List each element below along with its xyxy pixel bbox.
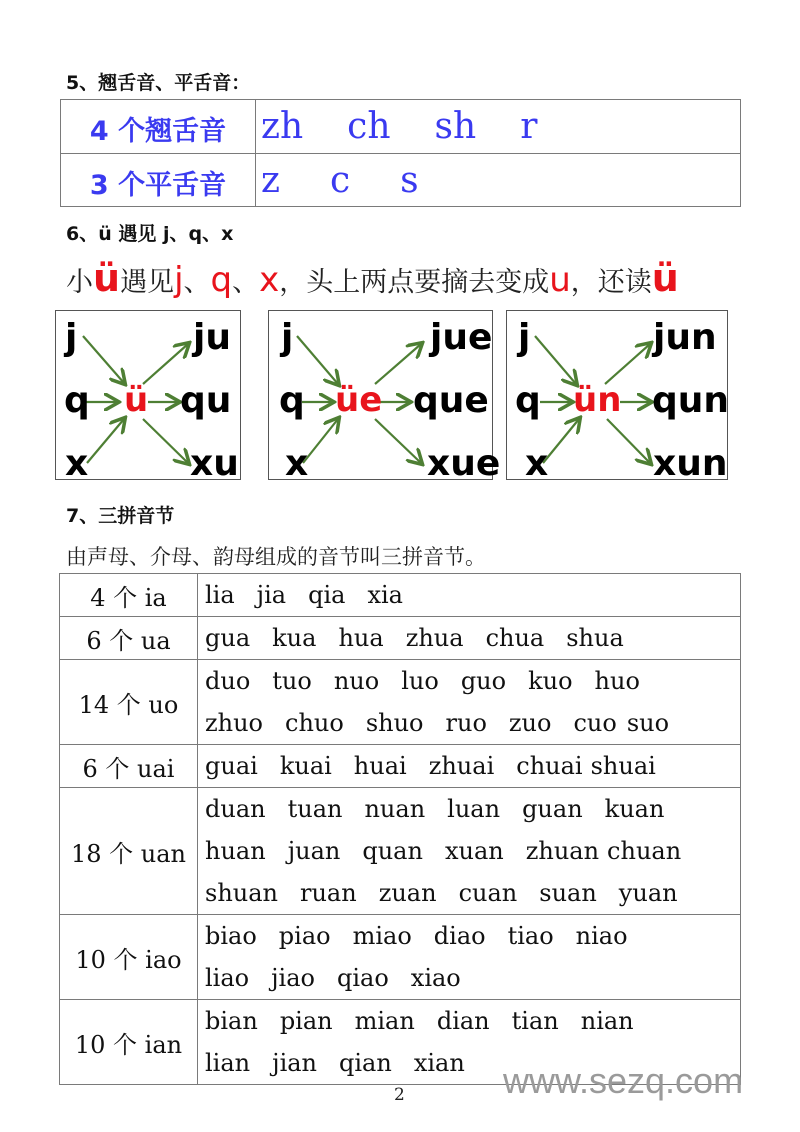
result-jun: jun — [653, 317, 717, 358]
syllable: piao — [278, 922, 331, 950]
page-number: 2 — [394, 1085, 405, 1105]
syllable-line — [205, 617, 740, 659]
initial-x: x — [65, 443, 89, 484]
rhyme-u-umlaut: ü — [93, 256, 121, 300]
syllable: gua — [205, 624, 251, 652]
syllable: tiao — [507, 922, 554, 950]
syllable: chuan — [607, 837, 682, 865]
row-values — [198, 574, 741, 617]
syllable: nian — [580, 1007, 634, 1035]
table-row — [60, 617, 741, 660]
initial-j: j — [281, 317, 294, 358]
table-row — [60, 745, 741, 788]
syllable: chua — [485, 624, 545, 652]
syllable: liao — [205, 964, 250, 992]
syllable-line — [205, 745, 740, 787]
syllable: cuan — [458, 879, 518, 907]
table-row — [60, 574, 741, 617]
syllable-line — [205, 702, 740, 744]
triple-syllable-table — [59, 573, 741, 1085]
row-values — [198, 788, 741, 915]
rhyme-u: u — [549, 260, 571, 300]
row-values — [256, 100, 740, 153]
table-row — [60, 915, 741, 1000]
syllable-line — [205, 660, 740, 702]
initial-q: q — [515, 380, 541, 421]
syllable: tuan — [287, 795, 343, 823]
result-xun: xun — [653, 443, 728, 484]
syllable: biao — [205, 922, 257, 950]
diagram-ue — [268, 310, 501, 484]
syllable: kuan — [604, 795, 665, 823]
watermark: www.sezq.com — [503, 1060, 744, 1101]
syllable: zuan — [378, 879, 437, 907]
sound: r — [520, 106, 538, 147]
syllable: tian — [511, 1007, 559, 1035]
result-que: que — [413, 380, 489, 421]
rhyme-u-umlaut: ü — [651, 256, 679, 300]
syllable: duan — [205, 795, 266, 823]
syllable: luan — [447, 795, 501, 823]
syllable: niao — [575, 922, 628, 950]
syllable: shuan — [205, 879, 278, 907]
syllable: diao — [433, 922, 486, 950]
syllable-line — [205, 830, 740, 872]
result-xu: xu — [190, 443, 239, 484]
syllable: kua — [272, 624, 317, 652]
sound: ch — [347, 106, 391, 147]
initial-x: x — [285, 443, 309, 484]
rhyme-j: j — [174, 260, 184, 300]
row-label: 6 个 ua — [60, 617, 198, 660]
syllable: suan — [539, 879, 597, 907]
sound: sh — [434, 106, 477, 147]
rhyme-text: 小 — [66, 267, 93, 298]
syllable: dian — [436, 1007, 490, 1035]
rhyme-sep: 、 — [232, 267, 260, 298]
sound: s — [400, 160, 419, 201]
result-qun: qun — [652, 380, 730, 421]
syllable: guai — [205, 752, 258, 780]
syllable: luo — [401, 667, 439, 695]
rhyme-line — [66, 253, 679, 308]
syllable: lia — [205, 581, 235, 609]
syllable: zhua — [405, 624, 464, 652]
initial-q: q — [279, 380, 305, 421]
syllable: xuan — [444, 837, 504, 865]
row-values — [198, 745, 741, 788]
rhyme-x: x — [259, 260, 280, 300]
syllable: huai — [353, 752, 407, 780]
syllable-line — [205, 872, 740, 914]
syllable: guo — [460, 667, 507, 695]
syllable: zhuo — [205, 709, 264, 737]
row-label: 14 个 uo — [60, 660, 198, 745]
syllable: qia — [308, 581, 346, 609]
syllable: zhuai — [428, 752, 495, 780]
result-xue: xue — [427, 443, 501, 484]
syllable: shuo — [365, 709, 424, 737]
syllable: chuo — [285, 709, 344, 737]
retroflex-table — [60, 99, 741, 207]
syllable: miao — [352, 922, 412, 950]
syllable-line — [205, 574, 740, 616]
row-values — [198, 915, 741, 1000]
syllable-line — [205, 1000, 740, 1042]
result-jue: jue — [430, 317, 493, 358]
syllable: guan — [522, 795, 583, 823]
section5-heading: 5、翘舌音、平舌音： — [66, 72, 251, 94]
syllable: tuo — [272, 667, 312, 695]
rhyme-sep: 、 — [183, 267, 211, 298]
initial-j: j — [518, 317, 531, 358]
row-label: 3 个平舌音 — [61, 154, 256, 207]
syllable: bian — [205, 1007, 258, 1035]
row-label: 10 个 ian — [60, 1000, 198, 1085]
retroflex-row — [61, 100, 740, 154]
row-label: 4 个 ia — [60, 574, 198, 617]
syllable: huan — [205, 837, 266, 865]
syllable: huo — [594, 667, 640, 695]
syllable: chuai — [516, 752, 583, 780]
syllable: yuan — [618, 879, 678, 907]
row-values — [198, 617, 741, 660]
diagram-u — [55, 310, 241, 484]
section6-heading: 6、ü 遇见 j、q、x — [66, 223, 234, 245]
syllable: shuai — [590, 752, 656, 780]
syllable: jian — [272, 1049, 318, 1077]
syllable: lian — [205, 1049, 251, 1077]
syllable: jiao — [271, 964, 315, 992]
row-label: 6 个 uai — [60, 745, 198, 788]
syllable: xia — [367, 581, 403, 609]
sound: c — [329, 160, 351, 201]
syllable: pian — [279, 1007, 333, 1035]
result-ju: ju — [193, 317, 231, 358]
syllable: xian — [413, 1049, 465, 1077]
syllable: zhuan — [525, 837, 600, 865]
rhyme-q: q — [210, 260, 233, 300]
table-row — [60, 788, 741, 915]
result-qu: qu — [180, 380, 232, 421]
center-final: üe — [335, 380, 383, 420]
center-final: ü — [124, 380, 149, 420]
syllable-line — [205, 915, 740, 957]
row-label: 18 个 uan — [60, 788, 198, 915]
row-label: 4 个翘舌音 — [61, 100, 256, 153]
rhyme-text: ，头上两点要摘去变成 — [279, 267, 550, 298]
syllable: juan — [287, 837, 341, 865]
syllable: jia — [256, 581, 287, 609]
row-label: 10 个 iao — [60, 915, 198, 1000]
section7-heading: 7、三拼音节 — [66, 505, 175, 527]
syllable: kuo — [528, 667, 573, 695]
syllable: xiao — [410, 964, 461, 992]
diagram-un — [506, 310, 730, 484]
syllable: nuan — [364, 795, 426, 823]
sound: z — [261, 160, 280, 201]
syllable: qian — [339, 1049, 392, 1077]
rhyme-text: ，还读 — [570, 267, 652, 298]
table-row — [60, 660, 741, 745]
syllable: cuo — [573, 709, 617, 737]
syllable: nuo — [333, 667, 380, 695]
syllable-line — [205, 957, 740, 999]
row-values — [198, 660, 741, 745]
syllable: ruan — [300, 879, 357, 907]
syllable: qiao — [336, 964, 389, 992]
syllable: quan — [362, 837, 423, 865]
syllable: zuo — [508, 709, 552, 737]
rhyme-text: 遇见 — [120, 267, 175, 298]
syllable: hua — [338, 624, 384, 652]
syllable: shua — [566, 624, 624, 652]
syllable: suo — [626, 709, 670, 737]
syllable-line — [205, 788, 740, 830]
flat-tongue-row — [61, 154, 740, 207]
section7-intro: 由声母、介母、韵母组成的音节叫三拼音节。 — [66, 545, 486, 569]
row-values — [256, 154, 740, 207]
initial-q: q — [64, 380, 90, 421]
syllable: ruo — [445, 709, 487, 737]
syllable: duo — [205, 667, 251, 695]
center-final: ün — [573, 380, 622, 420]
initial-j: j — [65, 317, 78, 358]
sound: zh — [261, 106, 304, 147]
syllable: mian — [354, 1007, 415, 1035]
syllable: kuai — [279, 752, 332, 780]
initial-x: x — [525, 443, 549, 484]
